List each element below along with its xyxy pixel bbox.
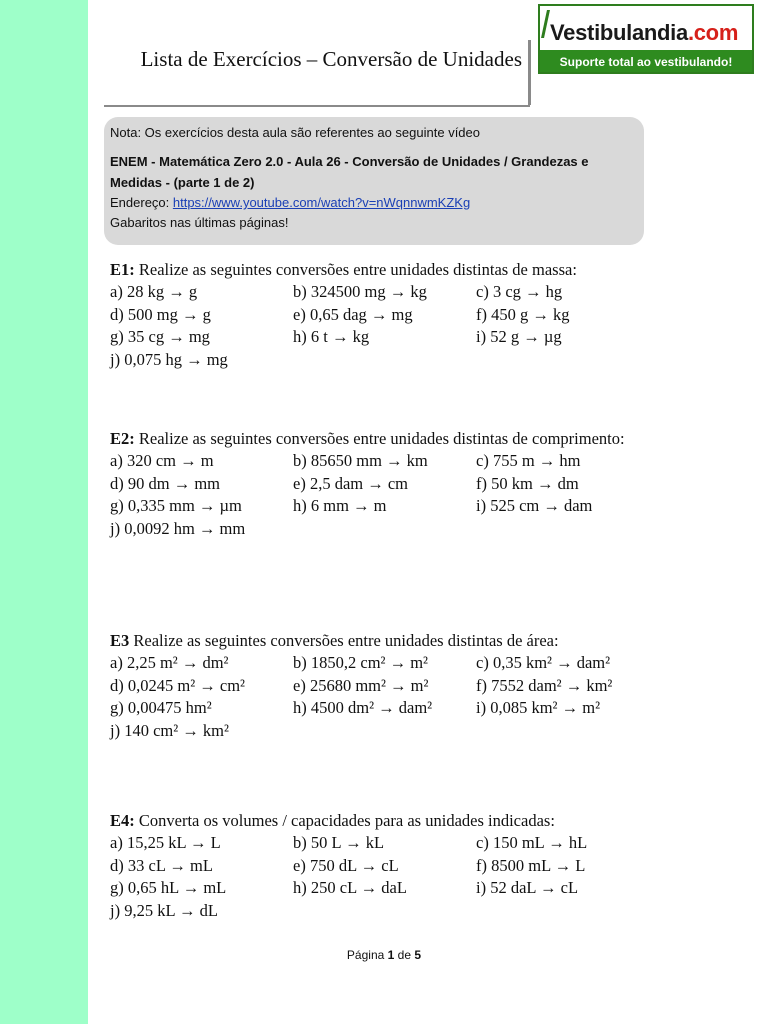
exercise-label: E2:	[110, 429, 135, 448]
exercise-item: a) 320 cm → m	[110, 451, 214, 470]
exercise-item: i) 0,085 km² → m²	[476, 698, 601, 717]
exercise-item: j) 0,0092 hm → mm	[110, 518, 246, 538]
vestibulandia-logo	[538, 4, 754, 74]
exercise-item: a) 28 kg → g	[110, 282, 198, 301]
logo-word-suffix: .com	[687, 20, 739, 45]
page-footer	[0, 948, 768, 962]
exercise-prompt: Realize as seguintes conversões entre unidades distintas de massa:	[134, 260, 577, 279]
exercise-item: i) 52 daL → cL	[476, 878, 579, 897]
exercise-e1	[110, 259, 660, 371]
exercise-item: c) 3 cg → hg	[476, 282, 563, 301]
exercise-label: E4:	[110, 811, 135, 830]
exercise-item: c) 150 mL → hL	[476, 833, 588, 852]
note-address-label: Endereço:	[110, 195, 173, 210]
exercise-item: i) 525 cm → dam	[476, 496, 593, 515]
page-header	[104, 0, 530, 107]
logo-wordmark: Vestibulandia.com	[550, 20, 739, 45]
exercise-item: c) 0,35 km² → dam²	[476, 653, 611, 672]
exercise-label: E3	[110, 631, 130, 650]
exercise-item: f) 8500 mL → L	[476, 855, 586, 875]
exercise-item: c) 755 m → hm	[476, 451, 581, 470]
exercise-item: f) 50 km → dm	[476, 473, 579, 493]
exercise-item: j) 140 cm² → km²	[110, 720, 229, 740]
exercise-e2	[110, 428, 660, 540]
note-course-title: ENEM - Matemática Zero 2.0 - Aula 26 - Conversão de Unidades / Grandezas e Medidas - (parte 1 de 2)	[110, 154, 589, 190]
exercise-items	[110, 450, 660, 540]
exercise-item: d) 90 dm → mm	[110, 473, 220, 493]
exercise-item: d) 33 cL → mL	[110, 855, 213, 875]
exercise-item: e) 750 dL → cL	[293, 855, 399, 875]
exercise-item: b) 324500 mg → kg	[293, 282, 427, 301]
exercise-item: e) 2,5 dam → cm	[293, 473, 409, 493]
logo-word-main: estibulandia	[563, 20, 688, 45]
exercise-items	[110, 281, 660, 371]
exercise-e4	[110, 810, 660, 922]
exercise-item: g) 35 cg → mg	[110, 327, 210, 346]
exercise-item: d) 0,0245 m² → cm²	[110, 675, 246, 695]
document-title: Lista de Exercícios – Conversão de Unidades	[140, 47, 522, 71]
video-note-box	[104, 117, 644, 245]
exercise-items	[110, 652, 660, 742]
exercise-heading	[110, 810, 660, 832]
header-divider	[528, 40, 531, 105]
logo-tagline: Suporte total ao vestibulando!	[559, 55, 733, 69]
exercise-item: f) 7552 dam² → km²	[476, 675, 613, 695]
exercise-item: h) 6 t → kg	[293, 327, 370, 346]
exercise-item: b) 1850,2 cm² → m²	[293, 653, 429, 672]
exercise-item: h) 4500 dm² → dam²	[293, 698, 433, 717]
note-address	[110, 193, 636, 213]
exercise-item: g) 0,335 mm → µm	[110, 496, 242, 515]
exercise-heading	[110, 259, 660, 281]
exercise-item: h) 250 cL → daL	[293, 878, 407, 897]
logo-tagline-bar	[540, 50, 752, 72]
exercise-prompt: Realize as seguintes conversões entre unidades distintas de área:	[129, 631, 559, 650]
exercise-item: g) 0,00475 hm²	[110, 698, 212, 717]
exercise-item: a) 2,25 m² → dm²	[110, 653, 229, 672]
note-answers: Gabaritos nas últimas páginas!	[110, 215, 289, 230]
exercise-item: a) 15,25 kL → L	[110, 833, 221, 852]
exercise-item: b) 85650 mm → km	[293, 451, 428, 470]
video-link[interactable]: https://www.youtube.com/watch?v=nWqnnwmKZKg	[172, 195, 471, 210]
note-intro: Nota: Os exercícios desta aula são referentes ao seguinte vídeo	[110, 125, 480, 140]
exercise-heading	[110, 630, 660, 652]
exercise-item: j) 9,25 kL → dL	[110, 900, 218, 920]
exercise-item: g) 0,65 hL → mL	[110, 878, 227, 897]
exercise-prompt: Realize as seguintes conversões entre unidades distintas de comprimento:	[134, 429, 625, 448]
logo-wordmark-area	[540, 6, 752, 52]
footer-page-word: Página	[346, 948, 385, 962]
footer-of-word: de	[397, 948, 412, 962]
exercise-e3	[110, 630, 660, 742]
exercise-prompt: Converta os volumes / capacidades para as unidades indicadas:	[134, 811, 555, 830]
exercise-item: h) 6 mm → m	[293, 496, 387, 515]
exercise-item: i) 52 g → µg	[476, 327, 562, 346]
footer-total-pages: 5	[414, 948, 422, 962]
exercise-items	[110, 832, 660, 922]
footer-page-number: 1	[387, 948, 395, 962]
exercise-item: b) 50 L → kL	[293, 833, 385, 852]
exercise-label: E1:	[110, 260, 135, 279]
exercise-item: d) 500 mg → g	[110, 304, 211, 324]
exercise-item: e) 25680 mm² → m²	[293, 675, 429, 695]
exercise-item: f) 450 g → kg	[476, 304, 570, 324]
exercise-item: e) 0,65 dag → mg	[293, 304, 413, 324]
exercise-heading	[110, 428, 660, 450]
exercise-item: j) 0,075 hg → mg	[110, 349, 228, 369]
left-color-band	[0, 0, 88, 1024]
